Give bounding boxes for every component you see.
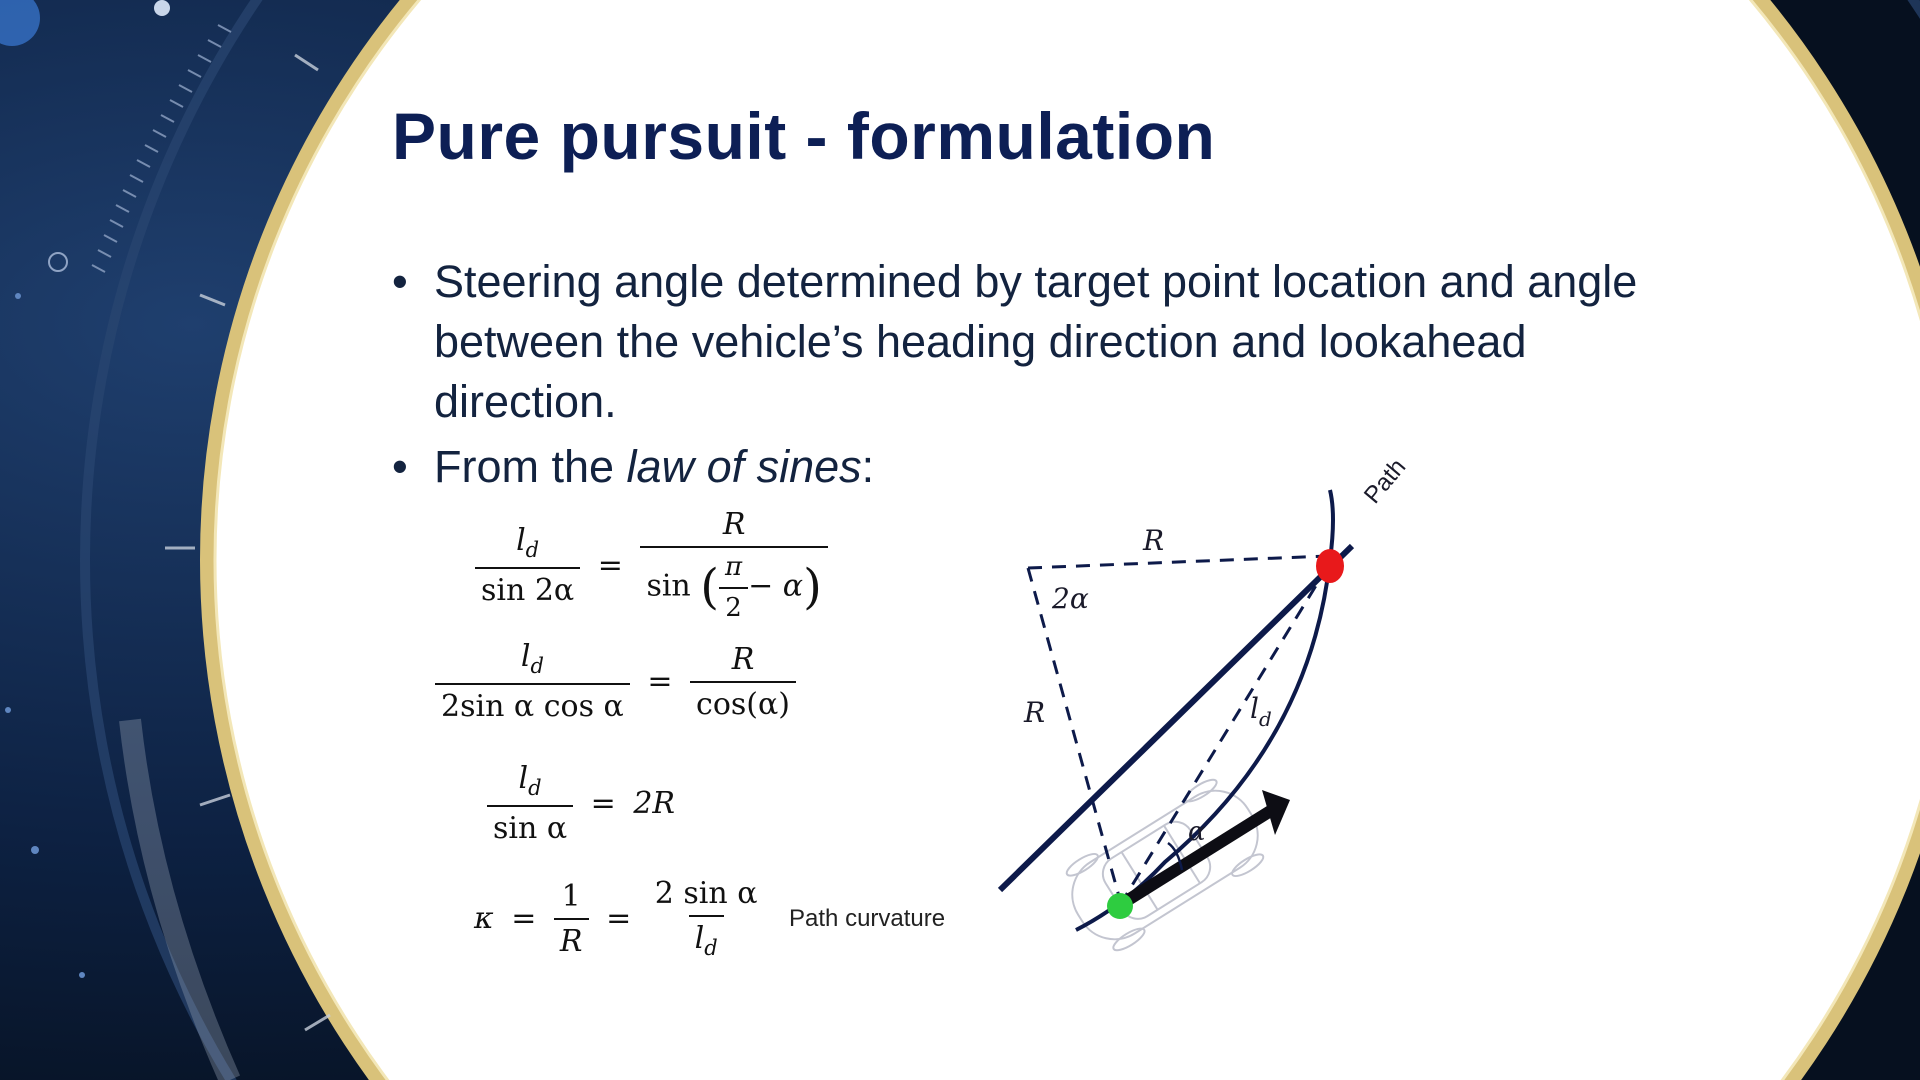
label-radius-left: R [1024,696,1046,729]
bullet-prefix: From the [434,441,627,492]
eq1-lhs-num: l [516,522,526,558]
eq4-equals-1: = [511,901,537,937]
bullet-marker: • [392,256,408,307]
eq4-f2-den-sub: d [704,936,718,960]
bullet-suffix: : [861,441,875,492]
eq2-lhs-num: l [520,639,531,674]
label-alpha: α [1188,817,1206,847]
eq4-f1-num: 1 [561,878,581,914]
eq1-equals: = [597,547,623,583]
slide-title: Pure pursuit - formulation [392,99,1216,173]
lookahead-dashed [1120,566,1328,905]
law-of-sines-emphasis: law of sines [626,441,862,492]
eq4-f1-den: R [554,918,589,958]
bullet-marker: • [392,441,408,492]
eq2-lhs-den: 2sin α cos α [435,683,630,723]
eq3-equals: = [590,786,616,822]
eq1-two: 2 [719,587,748,623]
eq4-equals-2: = [606,901,632,937]
eq3-lhs-num-sub: d [528,776,542,800]
label-path: Path [1358,453,1412,509]
eq1-minus-alpha: − α [748,568,804,604]
vehicle-point [1107,893,1133,919]
eq2-equals: = [647,664,673,700]
target-point [1316,549,1344,583]
bullet-line-1: Steering angle determined by target point location and angle [434,256,1638,307]
label-radius-top: R [1143,524,1165,557]
eq1-pi: π [725,552,743,582]
eq3-rhs: 2R [633,786,676,822]
bullet-line-2: between the vehicle’s heading direction and lookahead [434,316,1527,367]
eq4-f2-num: 2 sin α [654,876,758,911]
eq4-kappa: κ [474,901,494,937]
vehicle-outline [1054,770,1277,961]
eq1-lhs-num-sub: d [525,537,540,562]
eq3-lhs-den: sin α [487,805,573,845]
label-lookahead: $l_d$ [1250,692,1272,731]
eq3-lhs-num: l [518,761,529,796]
eq2-rhs-num: R [731,641,755,677]
radius-top-dashed [1028,556,1328,568]
eq4-f2-den: l [694,921,705,956]
eq1-lhs-den: sin 2α [475,567,580,607]
eq1-rhs-den-func: sin [646,568,691,604]
eq1-rhs-den: sin ( $\frac{\pi}{2}$ − α) [640,546,827,622]
eq2-rhs-den: cos(α) [690,681,796,721]
label-apex-angle: 2α [1052,582,1089,615]
eq1-rhs-num: R [722,507,746,542]
path-curvature-caption: Path curvature [789,904,946,932]
bullet-line-3: direction. [434,376,617,427]
eq2-lhs-num-sub: d [530,654,544,678]
